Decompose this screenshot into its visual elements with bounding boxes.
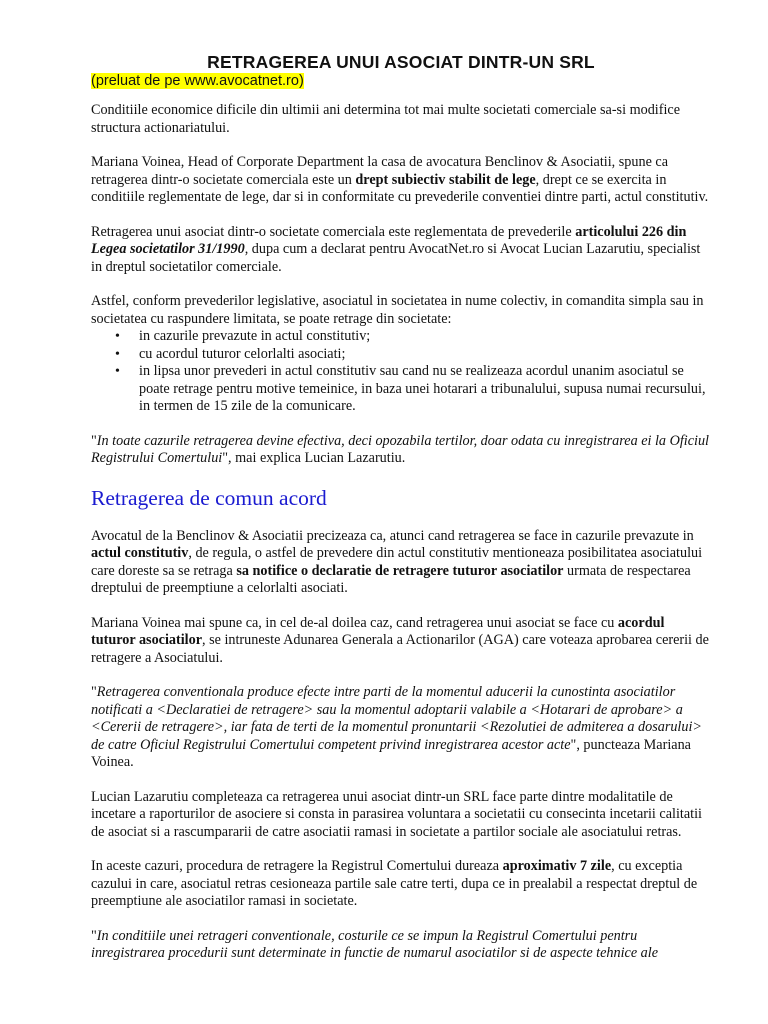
conditions-list: [91, 328, 711, 416]
list-item: • in lipsa unor prevederi in actul constitutiv sau cand nu se realizeaza acordul unanim asociatul se poate retrage pentru motive temeinice, in baza unei hotarari a tribunalului, supusa numai recursului, in termen de 15 zile de la comunicare.: [139, 363, 711, 416]
paragraph-withdrawal-def: Lucian Lazarutiu completeaza ca retragerea unui asociat dintr-un SRL face parte dintre modalitatile de incetare a raporturilor de asociere si consta in parasirea voluntara a societatii cu consecinta incetarii calitatii de asociat si a rascumpararii de catre asociatii ramasi in societate a partilor sociale ale asociatului retras.: [91, 788, 702, 840]
paragraph-conditions: Astfel, conform prevederilor legislative, asociatul in societatea in nume colectiv, in comandita simpla sau in societatea cu raspundere limitata, se poate retrage din societate:: [91, 293, 704, 327]
bold-phrase: articolului 226 din: [575, 223, 687, 240]
section-heading: Retragerea de comun acord: [91, 485, 327, 510]
paragraph-legal-basis: Retragerea unui asociat dintr-o societate comerciala este reglementata de prevederile articolului 226 din Legea societatilor 31/1990, dupa cum a declarat pentru AvocatNet.ro si Avocat Lucian Lazarutiu, specialist in dreptul societatilor comerciale.: [91, 223, 701, 275]
paragraph-duration: In aceste cazuri, procedura de retragere la Registrul Comertului dureaza aproximativ 7 zile, cu exceptia cazului in care, asociatul retras cesioneaza partile sale catre terti, dupa ce in prealabil a respectat dreptul de preemptiune ale asociatilor ramasi in societate.: [91, 858, 698, 909]
quote-costs: "In conditiile unei retrageri conventionale, costurile ce se impun la Registrul Comertului pentru inregistrarea procedurii sunt determinate in functie de numarul asociatilor si de aspecte tehnice ale: [91, 927, 659, 961]
paragraph-voinea-right: Mariana Voinea, Head of Corporate Department la casa de avocatura Benclinov & Asociatii, spune ca retragerea dintr-o societate comerciala este un drept subiectiv stabilit de lege, drept ce se exercita in conditiile reglementate de lege, dar si in conformitate cu prevederile conventiei dintre parti, actul constitutiv.: [91, 154, 709, 205]
paragraph-notification: Avocatul de la Benclinov & Asociatii precizeaza ca, atunci cand retragerea se face in cazurile prevazute in actul constitutiv, de regula, o astfel de prevedere din actul constitutiv mentioneaza posibilitatea asociatului care doreste sa se retraga sa notifice o declaratie de retragere tuturor asociatilor urmata de respectarea dreptului de preemptiune a celorlalti asociati.: [91, 527, 703, 596]
bold-phrase: drept subiectiv stabilit de lege: [355, 171, 536, 188]
list-item: • cu acordul tuturor celorlalti asociati;: [139, 346, 711, 364]
document-page: [91, 52, 711, 980]
paragraph-aga: Mariana Voinea mai spune ca, in cel de-al doilea caz, cand retragerea unui asociat se face cu acordul tuturor asociatilor, se intruneste Adunarea Generala a Actionarilor (AGA) care voteaza aprobarea cererii de retragere a Asociatului.: [91, 614, 709, 666]
source-note: [91, 72, 711, 90]
paragraph-intro: Conditiile economice dificile din ultimii ani determina tot mai multe societati comerciale sa-si modifice structura actionariatului.: [91, 102, 680, 136]
list-item: • in cazurile prevazute in actul constitutiv;: [139, 328, 711, 346]
quote-lazarutiu: "In toate cazurile retragerea devine efectiva, deci opozabila tertilor, doar odata cu inregistrarea ei la Oficiul Registrului Comertului", mai explica Lucian Lazarutiu.: [91, 432, 709, 466]
source-note-highlight: (preluat de pe www.avocatnet.ro): [91, 73, 304, 89]
document-title: RETRAGEREA UNUI ASOCIAT DINTR-UN SRL: [207, 52, 595, 72]
quote-voinea: "Retragerea conventionala produce efecte intre parti de la momentul aducerii la cunostinta asociatilor notificati a <Declaratiei de retragere> sau la momentul adoptarii valabile a <Hotarari de aprobare> a <Cererii de retragere>, iar fata de terti de la momentul pronuntarii <Rezolutiei de admiterea a dosarului> de catre Oficiul Registrului Comertului competent privind inregistrarea acestor acte", puncteaza Mariana Voinea.: [91, 684, 702, 770]
law-name: Legea societatilor 31/1990: [91, 241, 245, 257]
